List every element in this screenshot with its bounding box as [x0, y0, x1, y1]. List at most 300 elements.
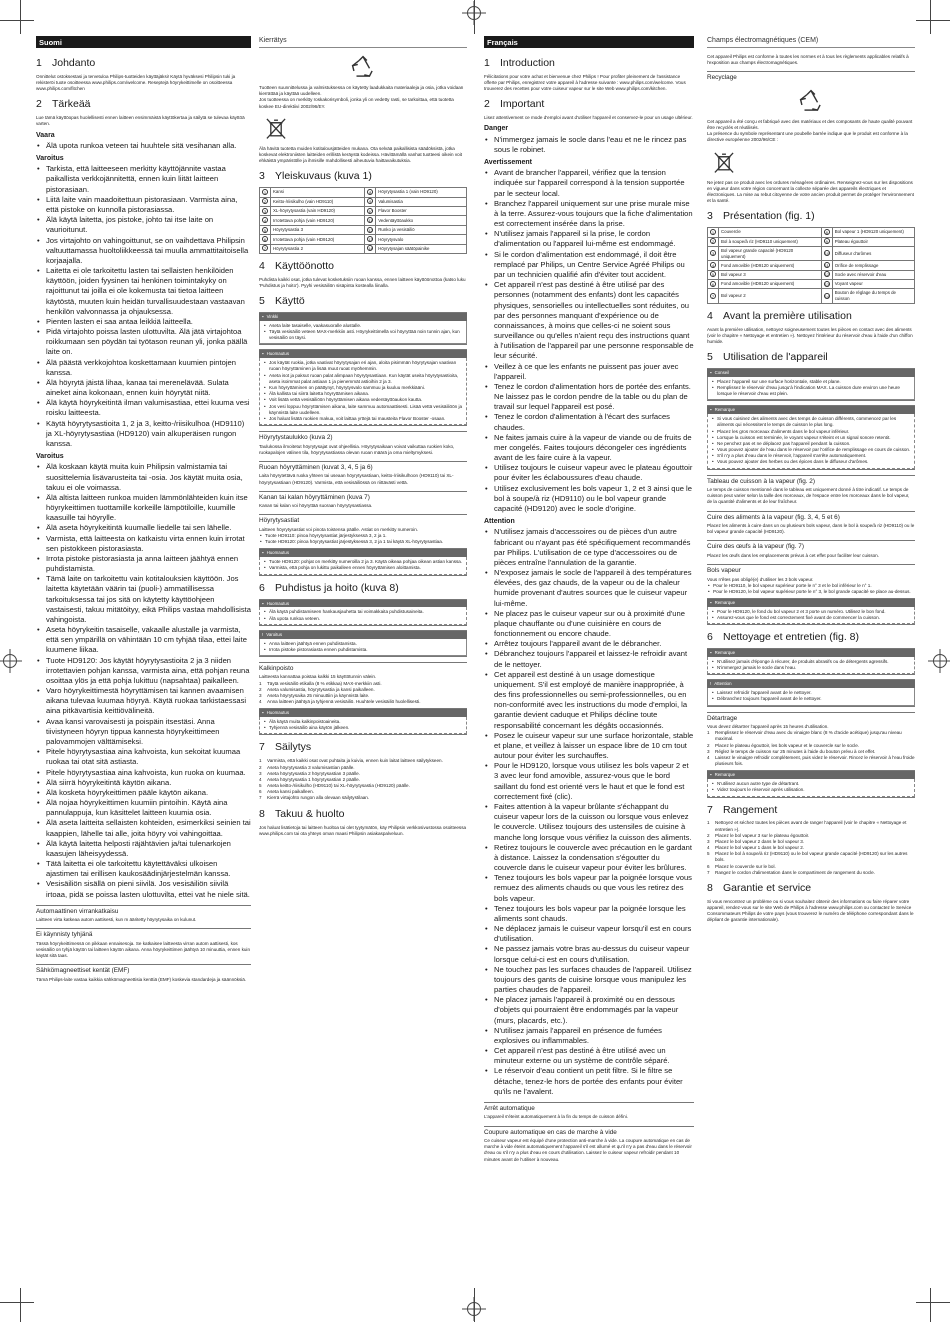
crop-mark: [916, 20, 950, 21]
list-item: • N'immergez jamais le socle dans l'eau.: [711, 665, 911, 671]
fr-side-column: [707, 36, 915, 924]
part-name: Bol vapeur 1 (HD9120 uniquement): [832, 228, 914, 237]
list-item: • Älä siirrä höyrykeitintä käytön aikana.: [36, 778, 251, 788]
list-item: • Tätä laitetta ei ole tarkoitettu käytettäväksi ulkoisen ajastimen tai erillisen kaukosäädinjärjestelmän kanssa.: [36, 859, 251, 879]
list-item: • Varmista, että laitteesta on katkaistu virta ennen kuin irrotat sen pistokkeen pistorasiasta.: [36, 534, 251, 554]
section-heading: 8 Takuu & huolto: [259, 807, 345, 820]
list-item: • N'utilisez aucun autre type de détartrant.: [711, 781, 911, 787]
list-item: 3 Réglez le temps de cuisson sur 25 minutes à l'aide du bouton prévu à cet effet.: [707, 748, 876, 754]
emf-text: Tämä Philips-laite vastaa kaikkia sähkömagneettisia kenttiä (EMF) koskevia standardeja ja säännöksiä.: [36, 976, 247, 982]
list-item: • Älä kallista tai siirrä laitetta höyryttämisen aikana.: [263, 391, 463, 397]
list-item: • Le réservoir d'eau contient un petit filtre. Si le filtre se détache, tenez-le hors de portée des enfants pour éviter qu'ils ne l'avalent.: [484, 1066, 694, 1097]
part-name: Socle avec réservoir d'eau: [832, 270, 914, 279]
section-heading: 1 Johdanto: [36, 57, 96, 69]
part-name: XL-höyrytysastia (vain HD9120): [271, 206, 365, 215]
part-number: 13: [368, 237, 373, 242]
recycling-text: Tuotteen suunnittelussa ja valmistuksessa on käytetty laadukkaita materiaaleja ja osia, jotka voidaan kierrättää ja käyttää uudelleen.: [259, 85, 464, 97]
crop-mark: [20, 0, 21, 34]
list-item: • Jos haluat lisätä ruokien makua, voit laittaa yrttejä tai mausteita Flavor Booster -osaan.: [263, 416, 463, 422]
emf-heading: Champs électromagnétiques (CEM): [707, 36, 915, 48]
list-item: • Pour le HD9120, le bol vapeur supérieur porte le n° 3, le bol grande capacité se place au-dessus.: [707, 589, 915, 595]
descale-heading: Détartrage: [707, 712, 915, 723]
list-item: • Älä käytä muita kalkinpoistoaineita.: [263, 719, 463, 725]
intro-text: Onnittelut ostoksestasi ja tervetuloa Philips-tuotteiden käyttäjäksi! Käytä hyväksesi Philipsin tuki ja rekisteröi tuote osoitteessa www.philips.com/welcome. Reseptejä höyrykeittimelle on osoitteessa www.philips.com/fitchen: [36, 73, 236, 92]
list-item: • Liitä laite vain maadoitettuun pistorasiaan. Varmista aina, että pistoke on kunnolla pistorasiassa.: [36, 195, 251, 215]
recycling-heading: Recyclage: [707, 71, 915, 82]
list-item: • Laissez refroidir l'appareil avant de le nettoyer.: [711, 690, 911, 696]
part-number: 4: [263, 218, 267, 224]
part-number: 7: [263, 246, 267, 252]
part-number: 5: [711, 272, 715, 278]
emf-text: Cet appareil Philips est conforme à toutes les normes et à tous les règlements applicables relatifs à l'exposition aux champs électromagnétiques.: [707, 54, 909, 66]
list-item: • Älä käytä laitetta, jos pistoke, johto tai itse laite on vaurioitunut.: [36, 215, 251, 235]
part-number: 6: [263, 237, 267, 242]
list-item: • Placez les gros morceaux d'aliments dans le bol vapeur inférieur.: [711, 429, 911, 435]
part-number: 1: [263, 189, 267, 195]
list-item: • Tyhjennä vesisäiliö aina käytön jälkeen.: [263, 725, 463, 731]
list-item: • Anna laitteen jäähtyä ennen puhdistamista.: [263, 641, 463, 647]
part-number: 8: [369, 189, 372, 195]
list-item: 3 Aseta höyrytysastia 2 höyrytysastian 3 päälle.: [259, 770, 360, 776]
section-heading: 6 Nettoyage et entretien (fig. 8): [707, 631, 859, 644]
parts-row: [260, 216, 467, 225]
before-use-text: Puhdista kaikki osat, jotka tulevat kosketuksiin ruoan kanssa, ennen laitteen käyttöönottoa (katso luku 'Puhdistus ja hoito'). Pyyhi vesisäiliön sisäpinta kostealla liinalla.: [259, 276, 466, 289]
descale-text: Vous devez détartrer l'appareil après 15 heures d'utilisation.: [707, 724, 829, 729]
steaming-table-heading: Tableau de cuisson à la vapeur (fig. 2): [707, 475, 915, 486]
part-name: Keitto-/riisikulho (vain HD9110): [271, 197, 365, 206]
intro-text: Félicitations pour votre achat et bienvenue chez Philips ! Pour profiter pleinement de l'assistance offerte par Philips, enregistrez votre appareil à l'adresse suivante : www.philips.com/welcome. Vous trouverez des recettes pour votre cuiseur vapeur sur le site Web www.philips.com/kitchen.: [484, 73, 686, 92]
list-item: 7 Rangez le cordon d'alimentation dans le compartiment de rangement du socle.: [707, 869, 875, 875]
list-item: • Täytä vesisäiliö veteen MAX-merkkiin asti. Höyrykeittimellä voi höyryttää noin tunnin ajan, kun vesisäiliö on täysi.: [263, 329, 463, 341]
part-number: 4: [711, 263, 715, 269]
list-item: • Jos virtajohto on vahingoittunut, se on vaihdettava Philipsin valtuuttamassa huoltoliikkeessä tai muulla ammattitaitoisella korjaajalla.: [36, 236, 251, 267]
guarantee-text: Jos haluat lisätietoja tai laitteen huoltoa tai olet tyytymätön, käy Philipsin verkkosivustossa osoitteessa www.philips.com tai ota yhteys oman maasi Philipsin asiakaspalveluun.: [259, 824, 467, 836]
list-item: • Aseta höyrykeitin tasaiselle, vakaalle alustalle ja varmista, että sen ympärillä on vähintään 10 cm tyhjää tilaa, ettei laite kuumene liikaa.: [36, 625, 251, 656]
warning-icon: !: [710, 681, 712, 687]
list-item: • Vous pouvez ajouter de l'eau dans le réservoir par l'orifice de remplissage en cours de cuisson.: [711, 447, 911, 453]
list-item: • Utilisez exclusivement les bols vapeur 1, 2 et 3 ainsi que le bol à soupe/à riz (HD9110) ou le bol vapeur grande capacité (HD9120) avec le socle d'origine.: [484, 484, 694, 515]
list-item: • Videz toujours le réservoir après utilisation.: [711, 787, 911, 793]
list-item: • Placez l'appareil sur une surface horizontale, stable et plane.: [711, 379, 911, 385]
recycling-text: Ne jetez pas ce produit avec les ordures ménagères ordinaires. Renseignez-vous sur les dispositions en vigueur dans votre région concernant la collecte séparée des appareils électriques et électroniques. La mise au rebut citoyenne de votre ancien produit permet de protéger l'environnement et la santé.: [707, 179, 914, 204]
note-box: ▪ Huomautus • Älä käytä muita kalkinpoistoaineita. • Tyhjennä vesisäiliö aina käytön jälkeen.: [259, 708, 467, 735]
list-item: • Laitetta ei ole tarkoitettu lasten tai sellaisten henkilöiden käyttöön, joiden fyysinen tai henkinen toimintakyky on rajoittunut tai joilla ei ole kokemusta tai tietoa laitteen käytöstä, muuten kuin heidän turvallisuudestaan vastaavan henkilön valvonnassa ja ohjauksessa.: [36, 266, 251, 317]
auto-shutoff-text: Laitteen virta katkeaa autom aattisesti, kun m ääritetty höyrytysaika on kulunut.: [36, 917, 197, 923]
list-item: • Faites attention à la vapeur brûlante s'échappant du cuiseur vapeur lors de la cuisson ou lorsque vous enlevez le couvercle. Utilisez toujours des ustensiles de cuisine à manche long lorsque vous vérifiez la cuisson des aliments.: [484, 802, 694, 843]
steaming-lid-heading: Kanan tai kalan höyryttäminen (kuva 7): [259, 491, 467, 502]
list-item: 2 Placez le plateau égouttoir, les bols vapeur et le couvercle sur le socle.: [707, 742, 860, 748]
part-number: 3: [263, 208, 267, 214]
list-item: • Pour le HD9110, le bol vapeur supérieur porte le n° 3 et le bol inférieur le n° 1.: [707, 583, 915, 589]
section-heading: 1 Introduction: [484, 57, 555, 69]
list-item: • Ne penchez pas et ne déplacez pas l'appareil pendant la cuisson.: [711, 441, 911, 447]
list-item: • N'immergez jamais le socle dans l'eau et ne le rincez pas sous le robinet.: [484, 135, 694, 155]
steaming-lid-text: Placez les œufs dans les emplacements prévus à cet effet pour faciliter leur cuisson.: [707, 552, 880, 558]
list-item: • N'utilisez jamais l'appareil si la prise, le cordon d'alimentation ou l'appareil lui-même est endommagé.: [484, 229, 694, 249]
recycling-text: Jos tuotteessa on merkitty roskakorisymboli, jonka yli on vedetty rasti, se tarkoittaa, että tuotetta koskee EU-direktiivi 2002/96/EY.: [259, 97, 454, 109]
steaming-table-heading: Höyrytystaulukko (kuva 2): [259, 431, 467, 442]
list-item: • Retirez toujours le couvercle avec précaution en le gardant à distance. Laissez la condensation s'égoutter du couvercle dans le cuiseur vapeur pour éviter les brûlures.: [484, 843, 694, 874]
note-icon: ▪: [710, 650, 712, 656]
caution-list: [484, 527, 694, 1097]
caution-heading: Varoitus: [36, 453, 64, 461]
list-item: • Pidä virtajohto poissa lasten ulottuvilta. Älä jätä virtajohtoa roikkumaan sen pöydän tai työtason reunan yli, jonka päällä laite on.: [36, 327, 251, 358]
list-item: • Veillez à ce que les enfants ne puissent pas jouer avec l'appareil.: [484, 362, 694, 382]
list-item: • Débranchez toujours l'appareil et laissez-le refroidir avant de le nettoyer.: [484, 649, 694, 669]
list-item: • Branchez l'appareil uniquement sur une prise murale mise à la terre. Assurez-vous toujours que la fiche d'alimentation est correctement insérée dans la prise.: [484, 199, 694, 230]
note-icon: ▪: [710, 772, 712, 778]
steaming-food-text: Placez les aliments à cuire dans un ou plusieurs bols vapeur, dans le bol à soupe/à riz (HD9110) ou le bol vapeur grande capacité (HD9120).: [707, 523, 915, 535]
list-item: • Ne passez jamais votre bras au-dessus du cuiseur vapeur lorsque celui-ci est en cours d'utilisation.: [484, 944, 694, 964]
part-name: Höyrytysajan säätöpainike: [376, 244, 467, 253]
warning-icon: !: [262, 631, 264, 637]
part-name: Fond amovible (HD9120 uniquement): [719, 280, 822, 289]
danger-heading: Vaara: [36, 131, 55, 139]
list-item: • Avant de brancher l'appareil, vérifiez que la tension indiquée sur l'appareil correspond à la tension supportée par le secteur local.: [484, 168, 694, 199]
crossed-bin-icon: [711, 149, 737, 175]
part-name: Orifice de remplissage: [832, 261, 914, 270]
part-name: Runko ja vesisäiliö: [376, 225, 467, 234]
list-item: • Varo höyrykeittimestä höyryttämisen tai kannen avaamisen aikana tulevaa kuumaa höyryä. Käytä ruokaa tarkistaessasi aina pitkävartisia keittiövälineitä.: [36, 686, 251, 717]
recycle-icon: [350, 54, 376, 80]
list-item: • Utilisez toujours le cuiseur vapeur avec le plateau égouttoir pour éviter les éclaboussures d'eau chaude.: [484, 463, 694, 483]
list-item: • Lorsque la cuisson est terminée, le voyant vapeur s'éteint et un signal sonore retentit.: [711, 435, 911, 441]
part-number: 3: [711, 251, 715, 257]
crop-mark: [930, 1288, 931, 1322]
section-heading: 4 Avant la première utilisation: [707, 309, 852, 322]
parts-table: [259, 187, 467, 254]
recycling-text: Cet appareil a été conçu et fabriqué avec des matériaux et des composants de haute qualité pouvant être recyclés et réutilisés.: [707, 118, 913, 131]
list-item: • Älä altista laitteen runkoa muiden lämmönlähteiden kuin itse höyrykeittimen tuottamille korkeille lämpötiloille, kuumille kaasuille tai höyrylle.: [36, 493, 251, 524]
list-item: 3 Aseta höyrytysaika 25 minuuttiin ja käynnistä laite.: [259, 692, 370, 698]
list-item: • Si le cordon d'alimentation est endommagé, il doit être remplacé par Philips, un Centre Service Agréé Philips ou par un technicien qualifié afin d'éviter tout accident.: [484, 250, 694, 281]
list-item: • Älä käytä puhdistamiseen hankausjauhetta tai voimakkaita puhdistusaineita.: [263, 609, 463, 615]
list-item: • Tuote HD9120: pohjat on merkitty numeroilla 2 ja 3. Käytä oikeaa pohjaa oikean astian kanssa.: [263, 559, 463, 565]
section-heading: 4 Käyttöönotto: [259, 260, 334, 273]
tip-icon: ▪: [710, 369, 712, 375]
list-item: • N'utilisez jamais l'appareil en présence de fumées explosives ou inflammables.: [484, 1026, 694, 1046]
part-number: 13: [824, 281, 830, 287]
crop-mark: [20, 1288, 21, 1322]
part-number: 14: [368, 246, 373, 252]
registration-mark-icon: [3, 654, 17, 668]
list-item: 1 Varmista, että kaikki osat ovat puhtaita ja kuivia, ennen kuin laitat laitteen säilytykseen.: [259, 758, 443, 764]
list-item: • Ne déplacez jamais le cuiseur vapeur lorsqu'il est en cours d'utilisation.: [484, 924, 694, 944]
list-item: 6 Aseta kansi paikalleen.: [259, 789, 314, 795]
list-item: • S'il n'y a plus d'eau dans le réservoir, l'appareil s'arrête automatiquement.: [711, 453, 911, 459]
boil-dry-heading: Coupure automatique en cas de marche à vide: [484, 1126, 694, 1137]
part-number: 7: [711, 293, 715, 299]
warning-heading: Varoitus: [36, 155, 64, 163]
part-number: 2: [263, 199, 267, 205]
part-number: 10: [368, 208, 373, 214]
parts-table: [707, 227, 915, 303]
list-item: • Älä käytä laitetta helposti räjähtävien ja/tai tulenarkojen kaasujen läheisyydessä.: [36, 839, 251, 859]
descale-heading: Kalkinpoisto: [259, 662, 467, 673]
note-icon: ▪: [262, 600, 264, 606]
list-item: 6 Placez le couvercle sur le bol.: [707, 863, 776, 869]
important-text: Lisez attentivement ce mode d'emploi avant d'utiliser l'appareil et conservez-le pour un usage ultérieur.: [484, 115, 693, 121]
list-item: • Älä koskaan käytä muita kuin Philipsin valmistamia tai suosittelemia lisävarusteita tai -osia. Jos käytät muita osia, takuu ei ole voimassa.: [36, 462, 251, 493]
part-name: Bol à soupe/à riz (HD9110 uniquement): [719, 237, 822, 246]
list-item: • Älä aseta höyrykeitintä kuumalle liedelle tai sen lähelle.: [36, 523, 251, 533]
caution-box: ! Attention • Laissez refroidir l'appareil avant de le nettoyer. • Débranchez toujours l'appareil avant de le nettoyer.: [707, 679, 915, 706]
fr-main-column: [484, 36, 694, 1163]
list-item: • Remplissez le réservoir d'eau jusqu'à l'indication MAX. La cuisson dure environ une heure lorsque le réservoir d'eau est plein.: [711, 385, 911, 397]
list-item: • Älä kosketa höyrykeittimen pääle käytön aikana.: [36, 788, 251, 798]
before-use-text: Avant la première utilisation, nettoyez soigneusement toutes les pièces en contact avec des aliments (voir le chapitre « Nettoyage et entretien »). Nettoyez l'intérieur du réservoir d'eau à l'aide d'un chiffon humide.: [707, 326, 913, 344]
warning-list: [36, 164, 251, 449]
part-name: Bouton de réglage du temps de cuisson: [832, 289, 914, 303]
list-item: 4 Placez le bol vapeur 1 dans le bol vapeur 2.: [707, 845, 805, 851]
section-heading: 3 Yleiskuvaus (kuva 1): [259, 170, 372, 183]
part-number: 9: [825, 239, 828, 245]
part-name: Couvercle: [719, 228, 822, 237]
list-item: • Débranchez toujours l'appareil avant de le nettoyer.: [711, 696, 911, 702]
part-number: 1: [711, 229, 715, 235]
note-box: ▪ Remarque • Si vous cuisinez des aliments avec des temps de cuisson différents, commencez par les aliments qui nécessitent le temps de cuisson le plus long. • Placez les gros morceaux d'aliments dans le bol vapeur inférieur. • Lorsque la cuisson est terminée, le voyant vapeur s'éteint et un signal sonore retentit. • Ne penchez pas et ne déplacez pas l'appareil pendant la cuisson. • Vous pouvez ajouter de l'eau dans le réservoir par l'orifice de remplissage en cours de cuisson. • S'il n'y a plus d'eau dans le réservoir, l'appareil s'arrête automatiquement. • Vous pouvez ajouter des herbes ou des épices dans le diffuseur d'arômes.: [707, 405, 915, 469]
danger-list: [484, 135, 694, 155]
list-item: • Pitele höyrytysastiaa aina kahvoista, kun ruoka on kuumaa.: [36, 768, 251, 778]
list-item: • Ne faites jamais cuire à la vapeur de viande ou de fruits de mer congelés. Faites toujours décongeler ces ingrédients avant de les faire cuire à la vapeur.: [484, 433, 694, 464]
language-label: Français: [484, 36, 694, 48]
note-box: ▪ Huomautus • Jos käytät ruokia, jotka vaativat höyrytysajan eri ajan, aloita pisimmän höyrytysajan vaativan ruoan höyryttäminen ja lisää muut ruoat myöhemmin. • Aseta isot ja paksut ruoan palat alimpaan höyrytysastiaan. Kun käytät useita höyrytysastioita, aseta isoimmat palat astiaan 1 ja pienemmät astioihin 2 ja 3. • Kun höyryttäminen on päättynyt, höyrytysvalo sammuu ja kuuluu merkkiääni. • Älä kallista tai siirrä laitetta höyryttämisen aikana. • Voit lisätä vettä vesisäiliöön höyryttämisen aikana vedentäyttöaukon kautta. • Jos vesi loppuu höyryttämisen aikana, laite sammuu automaattisesti. Lisää vettä vesisäiliöön ja käynnistä laite uudelleen. • Jos haluat lisätä ruokien makua, voit laittaa yrttejä tai mausteita Flavor Booster -osaan.: [259, 349, 467, 426]
tip-icon: ▪: [262, 314, 264, 320]
part-name: Valumisastia: [376, 197, 467, 206]
part-number: 12: [824, 272, 830, 278]
boil-dry-text: Ce cuiseur vapeur est équipé d'une protection anti-marche à vide. La coupure automatique en cas de marche à vide éteint automatiquement l'appareil s'il est allumé et qu'il n'y a pas d'eau dans le réservoir d'eau ou s'il n'y a plus d'eau en cours d'utilisation. Laissez le cuiseur vapeur refroidir pendant 10 minutes avant de l'utiliser à nouveau.: [484, 1138, 692, 1162]
part-number: 2: [711, 239, 715, 245]
list-item: 5 Placez le bol à soupe/à riz (HD9110) ou le bol vapeur grande capacité (HD9120) sur les autres bols.: [707, 851, 908, 863]
registration-mark-icon: [467, 1302, 481, 1316]
part-number: 5: [263, 227, 267, 233]
list-item: • N'utilisez jamais d'éponge à récurer, de produits abrasifs ou de détergents agressifs.: [711, 659, 911, 665]
note-icon: ▪: [262, 710, 264, 716]
danger-heading: Danger: [484, 125, 509, 133]
baskets-text: Laitteen höyrytysastiat voi pinota toistensa päälle. Astiat on merkitty numeroin.: [259, 526, 419, 532]
part-number: 6: [711, 281, 715, 287]
parts-row: [708, 270, 915, 279]
list-item: • Ne placez jamais l'appareil à proximité ou en dessous d'objets qui pourraient être endommagés par la vapeur (murs, placards, etc.).: [484, 995, 694, 1026]
list-item: • Tarkista, että laitteeseen merkitty käyttöjännite vastaa paikallista verkkojännitettä, ennen kuin liität laitteen pistorasiaan.: [36, 164, 251, 195]
part-name: Bol vapeur grande capacité (HD9120 uniquement): [719, 247, 822, 261]
list-item: 4 Anna laitteen jäähtyä ja tyhjennä vesisäiliö. Huuhtele vesisäiliö huolellisesti.: [259, 699, 421, 705]
part-name: Höyrytysastia 2: [271, 244, 365, 253]
list-item: • Älä upota runkoa veteen.: [263, 616, 463, 622]
caution-box: ! Varoitus • Anna laitteen jäähtyä ennen puhdistamista. • Irrota pistoke pistorasiasta ennen puhdistamista.: [259, 630, 467, 657]
parts-row: [708, 261, 915, 270]
list-item: 2 Placez le bol vapeur 3 sur le plateau égouttoir.: [707, 832, 810, 838]
list-item: • Ne touchez pas les surfaces chaudes de l'appareil. Utilisez toujours des gants de cuisine lorsque vous manipulez les parties chaudes de l'appareil.: [484, 965, 694, 996]
part-name: Vedentäyttöaukko: [376, 216, 467, 225]
list-item: • Posez le cuiseur vapeur sur une surface horizontale, stable et plane, et veillez à laisser un espace libre de 10 cm tout autour pour éviter les surchauffes.: [484, 731, 694, 762]
list-item: • Pienten lasten ei saa antaa leikkiä laitteella.: [36, 317, 251, 327]
part-name: Höyrytysastia 3: [271, 225, 365, 234]
list-item: • Kun höyryttäminen on päättynyt, höyrytysvalo sammuu ja kuuluu merkkiääni.: [263, 385, 463, 391]
list-item: • N'utilisez jamais d'accessoires ou de pièces d'un autre fabricant ou n'ayant pas été spécifiquement recommandés par Philips. L'utilisation de ce type d'accessoires ou de pièces entraîne l'annulation de la garantie.: [484, 527, 694, 568]
part-name: Fond amovible (HD9120 uniquement): [719, 261, 822, 270]
list-item: • Assurez-vous que le fond est correctement fixé avant de commencer la cuisson.: [711, 615, 911, 621]
list-item: • Arrêtez toujours l'appareil avant de le débrancher.: [484, 639, 694, 649]
section-heading: 3 Présentation (fig. 1): [707, 210, 815, 223]
registration-mark-icon: [467, 6, 481, 20]
list-item: 7 Kierrä virtajohto rungon alla olevaan säilytystilaan.: [259, 795, 370, 801]
crop-mark: [0, 1302, 34, 1303]
list-item: • Tuote HD9120: Jos käytät höyrytysastioita 2 ja 3 niiden irrotettavien pohjan kanssa, varmista aina, että pohjan reuna osoittaa ylös ja että pohja lukittuu (napsahtaa) paikalleen.: [36, 656, 251, 687]
list-item: 1 Täytä vesisäiliö etikalla (8 % etikkaa) MAX-merkkiin asti.: [259, 680, 382, 686]
parts-row: [708, 237, 915, 246]
note-icon: ▪: [262, 550, 264, 556]
list-item: • Cet appareil n'est pas destiné à être utilisé avec un minuteur externe ou un système de contrôle séparé.: [484, 1046, 694, 1066]
language-label: Suomi: [36, 36, 251, 48]
list-item: • Tenez le cordon d'alimentation hors de portée des enfants. Ne laissez pas le cordon pendre de la table ou du plan de travail sur lequel l'appareil est posé.: [484, 382, 694, 413]
boil-dry-text: Tässä höyrykeittimessä on pikkaan ennaisesoja. Se katkaisee laitteesta virran autom aattisesti, kos vesisäiliö on tyhjä käytön tai laitteen käytön aikana. Anna höyrykeittimen jäähtyä 10 minuuttia, ennen kuin käytät sitä taas.: [36, 940, 250, 959]
section-heading: 2 Tärkeää: [36, 98, 91, 111]
auto-shutoff-heading: Arrêt automatique: [484, 1102, 694, 1113]
fi-side-column: [259, 36, 467, 837]
list-item: • Älä käytä höyrykeitintä ilman valumisastiaa, ettei kuuma vesi roisku laitteesta.: [36, 398, 251, 418]
list-item: • Tuote HD9110: pinoa höyrytysastiat järjestyksessä 3, 2 ja 1.: [259, 533, 467, 539]
list-item: • Älä höyrytä jäistä lihaa, kanaa tai merenelävää. Sulata aineket aina kokonaan, ennen kuin höyrytät niitä.: [36, 378, 251, 398]
list-item: • Avaa kansi varovaisesti ja poispäin itsestäsi. Anna tiivistyneen höyryn tippua kannesta höyrykeittimeen palovammojen välttämiseksi.: [36, 717, 251, 748]
recycling-heading: Kierrätys: [259, 36, 467, 48]
section-heading: 7 Rangement: [707, 803, 778, 816]
part-number: 14: [824, 293, 830, 299]
crop-mark: [0, 20, 34, 21]
warning-list: [484, 168, 694, 514]
part-number: 9: [369, 199, 372, 205]
steaming-lid-heading: Cuire des œufs à la vapeur (fig. 7): [707, 540, 915, 551]
parts-row: [260, 197, 467, 206]
caution-list: [36, 462, 251, 899]
part-name: Höyrytysvalo: [376, 235, 467, 244]
boil-dry-heading: Ei käynnisty tyhjänä: [36, 928, 251, 939]
note-icon: ▪: [262, 351, 264, 357]
parts-row: [260, 225, 467, 234]
parts-row: [708, 247, 915, 261]
parts-row: [708, 289, 915, 303]
note-box: ▪ Huomautus • Tuote HD9120: pohjat on merkitty numeroilla 2 ja 3. Käytä oikeaa pohjaa oikean astian kanssa. • Varmista, että pohja on lukittu paikalleen ennen höyryttämisen aloittamista.: [259, 548, 467, 575]
list-item: • Pour le HD9120, le fond du bol vapeur 2 et 3 porte un numéro. Utilisez le bon fond.: [711, 609, 911, 615]
list-item: • Jos vesi loppuu höyryttämisen aikana, laite sammuu automaattisesti. Lisää vettä vesisäiliöön ja käynnistä laite uudelleen.: [263, 404, 463, 416]
list-item: 4 Aseta höyrytysastia 1 höyrytysastian 2 päälle.: [259, 776, 360, 782]
descale-text: Laitteesta kannattaa poistaa kalkki 15 käyttötunnin välein.: [259, 674, 377, 680]
parts-row: [260, 188, 467, 197]
recycling-text: Älä hävitä tuotetta muiden kotitalousjätteiden mukana. Ota selvää paikallisista säädöksistä, jotka koskevat elektroniisten laitteiden erillistä keräystä kodeissa. Hävittämällä vanhat tuotteesi oikein voit ehkäistä ympäristölle ja ihmisille mahdollisesti aiheutuvia haittavaikutuksia.: [259, 145, 462, 164]
list-item: • Aseta isot ja paksut ruoan palat alimpaan höyrytysastiaan. Kun käytät useita höyrytysastioita, aseta isoimmat palat astiaan 1 ja pienemmät astioihin 2 ja 3.: [263, 373, 463, 385]
tip-box: ▪ Vinkki • Aseta laite tasaiselle, vaakasuoralle alustalle. • Täytä vesisäiliö veteen MAX-merkkiin asti. Höyrykeittimellä voi höyryttää noin tunnin ajan, kun vesisäiliö on täysi.: [259, 312, 467, 345]
list-item: 2 Aseta valumisastia, höyrytysastia ja kansi paikalleen.: [259, 686, 375, 692]
list-item: • Tämä laite on tarkoitettu vain kotitalouksien käyttöön. Jos laitetta käytetään väärin tai (puoli-) ammatillisessa tarkoituksessa tai jos sitä on käytetty käyttöohjeen vastaisesti, takuu mitätöityy, eikä Philips vastaa mahdollisista vahingoista.: [36, 574, 251, 625]
part-name: Flavor Booster: [376, 206, 467, 215]
guarantee-text: Si vous rencontrez un problème ou si vous souhaitez obtenir des informations ou faire réparer votre appareil, rendez-vous sur le site Web de Philips à l'adresse www.philips.com ou contactez le Service Consommateurs Philips de votre pays (vous trouverez le numéro de téléphone correspondant dans le dépliant de garantie internationale).: [707, 898, 914, 923]
crossed-bin-icon: [263, 115, 289, 141]
danger-list: [36, 141, 251, 151]
steaming-table-text: Le temps de cuisson mentionné dans le tableau est uniquement donné à titre indicatif. Le temps de cuisson peut varier selon la taille des morceaux, de l'espace entre les morceaux dans le bol vapeur, de la quantité d'aliments et de leur fraîcheur.: [707, 487, 910, 505]
warning-heading: Avertissement: [484, 159, 532, 167]
part-name: Kansi: [271, 188, 365, 197]
note-box: ▪ Huomautus • Älä käytä puhdistamiseen hankausjauhetta tai voimakkaita puhdistusaineita. • Älä upota runkoa veteen.: [259, 599, 467, 626]
part-name: Voyant vapeur: [832, 280, 914, 289]
list-item: • Tuote HD9120: pinoa höyrytysastiat järjestyksessä 3, 2 ja 1 tai käytä XL-höyrytysastiaa.: [259, 539, 467, 545]
emf-heading: Sähkömagneettiset kentät (EMF): [36, 964, 251, 975]
list-item: • Ne placez pas le cuiseur vapeur sur ou à proximité d'une plaque chauffante ou d'une cuisinière en cours de fonctionnement ou encore chaude.: [484, 609, 694, 640]
list-item: • Tenez le cordon d'alimentation à l'écart des surfaces chaudes.: [484, 412, 694, 432]
part-number: 10: [824, 251, 830, 257]
parts-row: [708, 280, 915, 289]
list-item: • Voit lisätä vettä vesisäiliöön höyryttämisen aikana vedentäyttöaukon kautta.: [263, 397, 463, 403]
section-heading: 7 Säilytys: [259, 741, 312, 754]
note-box: ▪ Remarque • Pour le HD9120, le fond du bol vapeur 2 et 3 porte un numéro. Utilisez le bon fond. • Assurez-vous que le fond est correctement fixé avant de commencer la cuisson.: [707, 598, 915, 625]
list-item: 1 Nettoyez et séchez toutes les pièces avant de ranger l'appareil (voir le chapitre « Nettoyage et entretien »).: [707, 820, 907, 832]
list-item: 4 Laissez le vinaigre refroidir complètement, puis videz le réservoir. Rincez le réservoir à l'eau froide plusieurs fois.: [707, 754, 915, 767]
note-box: ▪ Remarque • N'utilisez aucun autre type de détartrant. • Videz toujours le réservoir après utilisation.: [707, 770, 915, 797]
part-number: 8: [825, 229, 828, 235]
list-item: • Irrota pistoke pistorasiasta ja anna laitteen jäähtyä ennen puhdistamista.: [36, 554, 251, 574]
important-text: Lue tämä käyttöopas huolellisesti ennen laitteen ensimmäistä käyttökertaa ja säilytä se tulevaa käyttöä varten.: [36, 115, 245, 127]
list-item: • Pour le HD9120, lorsque vous utilisez les bols vapeur 2 et 3 avec leur fond amovible, assurez-vous que le bord saillant du fond est orienté vers le haut et que le fond est correctement fixé (clic).: [484, 761, 694, 802]
list-item: • Cet appareil est destiné à un usage domestique uniquement. S'il est employé de manière inappropriée, à des fins professionnelles ou semi-professionnelles, ou en non-conformité avec les instructions du mode d'emploi, la garantie devient caduque et Philips décline toute responsabilité concernant les dégâts occasionnés.: [484, 670, 694, 731]
fi-main-column: [36, 36, 251, 983]
parts-row: [708, 228, 915, 237]
list-item: • Vous pouvez ajouter des herbes ou des épices dans le diffuseur d'arômes.: [711, 459, 911, 465]
list-item: 5 Aseta keitto-/riisikulho (HD9110) tai XL-höyrytysastia (HD9120) päälle.: [259, 783, 410, 789]
auto-shutoff-heading: Automaattinen virrankatkaisu: [36, 905, 251, 916]
baskets-text: Vous n'êtes pas obligé(e) d'utiliser les 3 bols vapeur.: [707, 576, 814, 582]
tip-box: ▪ Conseil • Placez l'appareil sur une surface horizontale, stable et plane. • Remplissez le réservoir d'eau jusqu'à l'indication MAX. La cuisson dure environ une heure lorsque le réservoir d'eau est plein.: [707, 368, 915, 401]
list-item: • Tenez toujours les bols vapeur par la poignée lorsque les aliments sont chauds.: [484, 904, 694, 924]
parts-row: [260, 244, 467, 253]
baskets-heading: Bols vapeur: [707, 564, 915, 575]
steaming-food-heading: Ruoan höyryttäminen (kuvat 3, 4, 5 ja 6): [259, 461, 467, 472]
list-item: 1 Remplissez le réservoir d'eau avec du vinaigre blanc (8 % d'acide acétique) jusqu'au niveau maximal.: [707, 730, 902, 742]
part-name: Höyrytysastia 1 (vain HD9120): [376, 188, 467, 197]
section-heading: 2 Important: [484, 98, 545, 111]
baskets-heading: Höyrytysastiat: [259, 514, 467, 525]
list-item: • Irrota pistoke pistorasiasta ennen puhdistamista.: [263, 647, 463, 653]
list-item: • Älä nojaa höyrykeittimen kuumiin pintoihin. Käytä aina pannulappuja, kun käsittelet laitteen kuumia osia.: [36, 798, 251, 818]
list-item: • Pitele höyrytysastiaa aina kahvoista, kun sekoitat kuumaa ruokaa tai otat sitä astiasta.: [36, 747, 251, 767]
steaming-food-heading: Cuire des aliments à la vapeur (fig. 3, 4, 5 et 6): [707, 511, 915, 522]
part-number: 12: [368, 227, 373, 233]
note-icon: ▪: [710, 600, 712, 606]
list-item: 3 Placez le bol vapeur 2 dans le bol vapeur 3.: [707, 838, 805, 844]
list-item: 2 Aseta höyrytysastia 3 valumisastian päälle.: [259, 764, 355, 770]
list-item: • Aseta laite tasaiselle, vaakasuoralle alustalle.: [263, 323, 463, 329]
part-name: Irrotettava pohja (vain HD9120): [271, 235, 365, 244]
part-name: Bol vapeur 2: [719, 289, 822, 303]
recycle-icon: [798, 88, 824, 114]
recycling-text: La présence du symbole représentant une poubelle barrée indique que le produit est conforme à la directive européenne 2002/96/CE :: [707, 131, 908, 143]
section-heading: 8 Garantie et service: [707, 882, 812, 895]
part-name: Bol vapeur 3: [719, 270, 822, 279]
list-item: • N'exposez jamais le socle de l'appareil à des températures élevées, des gaz chauds, de la vapeur ou de la chaleur humide provenant d'autres sources que le cuiseur vapeur lui-même.: [484, 568, 694, 609]
parts-row: [260, 206, 467, 215]
part-name: Irrotettava pohja (vain HD9120): [271, 216, 365, 225]
list-item: • Tenez toujours les bols vapeur par la poignée lorsque vous remuez des aliments chauds ou que vous les retirez des bols vapeur.: [484, 873, 694, 904]
caution-heading: Attention: [484, 518, 515, 526]
list-item: • Älä aseta laitteita sellaisten kohteiden, esimerkiksi seinien tai kaappien, lähelle tai alle, joita höyry voi vahingoittaa.: [36, 818, 251, 838]
crop-mark: [916, 1302, 950, 1303]
note-box: ▪ Remarque • N'utilisez jamais d'éponge à récurer, de produits abrasifs ou de détergents agressifs. • N'immergez jamais le socle dans l'eau.: [707, 648, 915, 675]
part-number: 11: [824, 263, 829, 269]
part-name: Diffuseur d'arômes: [832, 247, 914, 261]
list-item: • Käytä höyrytysastioita 1, 2 ja 3, keitto-/riisikulhoa (HD9110) ja XL-höyrytysastiaa (HD9120) vain alkuperäisen rungon kanssa.: [36, 419, 251, 450]
list-item: • Si vous cuisinez des aliments avec des temps de cuisson différents, commencez par les aliments qui nécessitent le temps de cuisson le plus long.: [711, 416, 911, 428]
steaming-lid-text: Kanan tai kalan voi höyryttää suoraan höyrytysastiassa.: [259, 503, 373, 509]
auto-shutoff-text: L'appareil s'éteint automatiquement à la fin du temps de cuisson défini.: [484, 1114, 628, 1120]
note-icon: ▪: [710, 407, 712, 413]
